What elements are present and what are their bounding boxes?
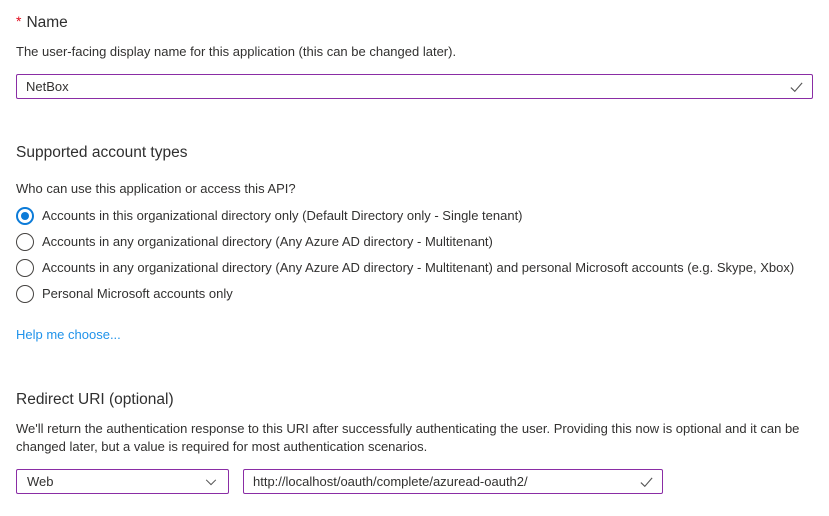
uri-input-box [243, 469, 663, 494]
redirect-uri-description: We'll return the authentication response to this URI after successfully authenticating the user. Providing this now is optional and it can be changed later, but a value is required for most authentication scenarios. [16, 421, 800, 454]
required-asterisk: * [16, 13, 22, 29]
chevron-down-icon [204, 475, 218, 489]
help-me-choose-link[interactable]: Help me choose... [16, 327, 121, 342]
redirect-uri-input[interactable] [243, 469, 663, 494]
radio-unselected-icon[interactable] [16, 285, 34, 303]
name-label: Name [26, 14, 68, 31]
platform-select-dropdown[interactable] [16, 469, 229, 494]
account-types-radio-group [16, 203, 813, 307]
radio-selected-icon[interactable] [16, 207, 34, 225]
name-input-box [16, 74, 813, 99]
radio-option-label: Accounts in any organizational directory (Any Azure AD directory - Multitenant) and personal Microsoft accounts (e.g. Skype, Xbox) [42, 260, 795, 275]
radio-option-label: Personal Microsoft accounts only [42, 286, 233, 301]
redirect-uri-section-title: Redirect URI (optional) [16, 391, 174, 408]
radio-unselected-icon[interactable] [16, 259, 34, 277]
radio-option-label: Accounts in this organizational directory only (Default Directory only - Single tenant) [42, 208, 523, 223]
radio-option-single-tenant[interactable] [16, 203, 813, 229]
redirect-uri-row [16, 469, 813, 494]
platform-selected-value: Web [27, 474, 54, 489]
name-section-title [16, 0, 813, 33]
account-types-question: Who can use this application or access this API? [16, 181, 296, 196]
radio-unselected-icon[interactable] [16, 233, 34, 251]
radio-option-personal-only[interactable] [16, 281, 813, 307]
account-types-section-title: Supported account types [16, 144, 188, 161]
name-input[interactable] [16, 74, 813, 99]
radio-option-label: Accounts in any organizational directory (Any Azure AD directory - Multitenant) [42, 234, 493, 249]
radio-option-multitenant[interactable] [16, 229, 813, 255]
name-description: The user-facing display name for this application (this can be changed later). [16, 44, 457, 59]
radio-option-multitenant-personal[interactable] [16, 255, 813, 281]
